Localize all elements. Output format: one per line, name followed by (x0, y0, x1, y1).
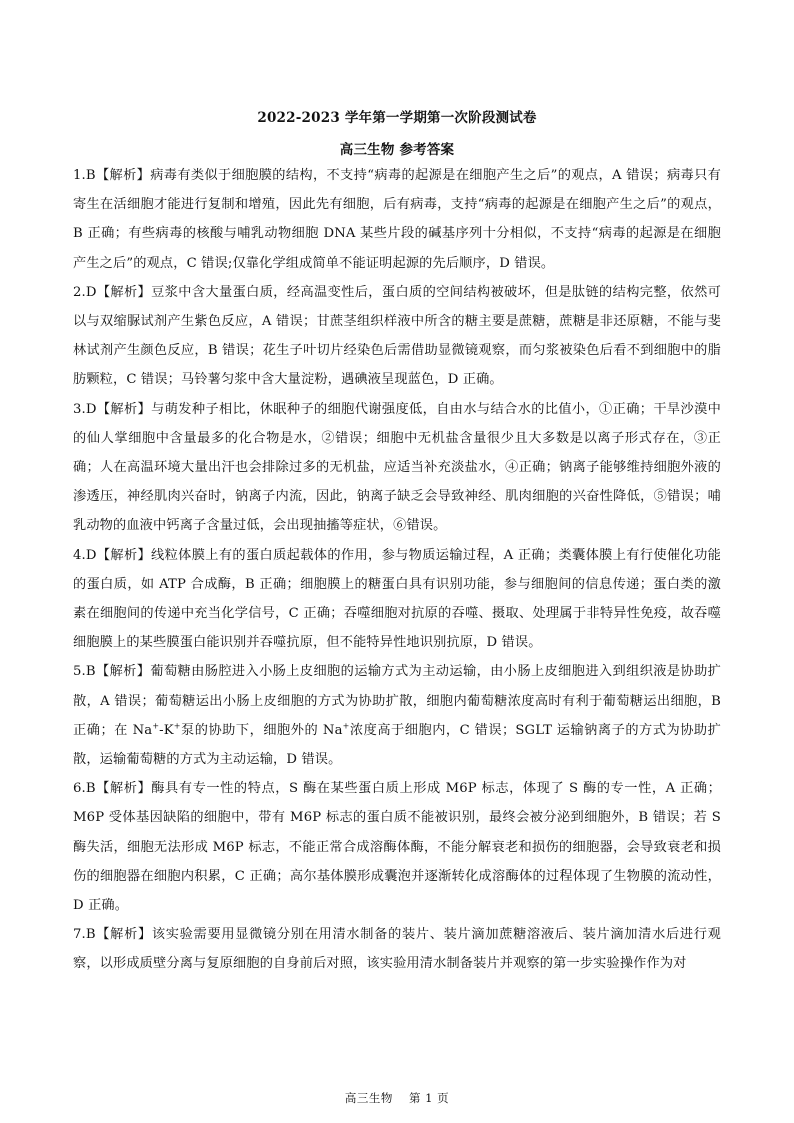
answer-list (73, 161, 721, 979)
superscript-plus: + (342, 721, 350, 731)
superscript-plus: + (152, 721, 160, 731)
answer-item-1: 1.B【解析】病毒有类似于细胞膜的结构，不支持“病毒的起源是在细胞产生之后”的观点，A 错误；病毒只有寄生在活细胞才能进行复制和增殖，因此先有细胞，后有病毒，支持“病毒的起源是在细胞产生之后”的观点，B 正确；有些病毒的核酸与哺乳动物细胞 DNA 某些片段的碱基序列十分相似，不支持“病毒的起源是在细胞产生之后”的观点，C 错误;仅靠化学组成简单不能证明起源的先后顺序，D 错误。 (73, 168, 721, 271)
answer-5-part-d: 浓度高于细胞内，C 错误；SGLT 运输钠离子的方式为协助扩散，运输葡萄糖的方式为主动运输，D 错误。 (73, 722, 721, 768)
page-footer (0, 1090, 794, 1106)
document-title: 2022-2023 学年第一学期第一次阶段测试卷 (257, 110, 537, 126)
answer-item-6: 6.B【解析】酶具有专一性的特点，S 酶在某些蛋白质上形成 M6P 标志，体现了 S 酶的专一性，A 正确；M6P 受体基因缺陷的细胞中，带有 M6P 标志的蛋白质不能被识别，最终会被分泌到细胞外，B 错误；若 S 酶失活，细胞无法形成 M6P 标志，不能正常合成溶酶体酶，不能分解衰老和损伤的细胞器，会导致衰老和损伤的细胞器在细胞内积累，C 正确；高尔基体膜形成囊泡并逐渐转化成溶酶体的过程体现了生物膜的流动性，D 正确。 (73, 781, 721, 914)
answer-item-4: 4.D【解析】线粒体膜上有的蛋白质起载体的作用，参与物质运输过程，A 正确；类囊体膜上有行使催化功能的蛋白质，如 ATP 合成酶，B 正确；细胞膜上的糖蛋白具有识别功能，参与细胞间的信息传递；蛋白类的激素在细胞间的传递中充当化学信号，C 正确；吞噬细胞对抗原的吞噬、摄取、处理属于非特异性免疫，故吞噬细胞膜上的某些膜蛋白能识别并吞噬抗原，但不能特异性地识别抗原，D 错误。 (73, 547, 721, 651)
answer-item-7: 7.B【解析】该实验需要用显微镜分别在用清水制备的装片、装片滴加蔗糖溶液后、装片滴加清水后进行观察，以形成质壁分离与复原细胞的自身前后对照，该实验用清水制备装片并观察的第一步实验操作作为对 (73, 927, 721, 972)
document-subtitle: 高三生物 参考答案 (339, 142, 455, 158)
footer-subject: 高三生物 (344, 1091, 393, 1105)
answer-item-2: 2.D【解析】豆浆中含大量蛋白质，经高温变性后，蛋白质的空间结构被破坏，但是肽链的结构完整，依然可以与双缩脲试剂产生紫色反应，A 错误；甘蔗茎组织样液中所含的糖主要是蔗糖，蔗糖是非还原糖，不能与斐林试剂产生颜色反应，B 错误；花生子叶切片经染色后需借助显微镜观察，而匀浆被染色后看不到细胞中的脂肪颗粒，C 错误；马铃薯匀浆中含大量淀粉，遇碘液呈现蓝色，D 正确。 (73, 284, 721, 388)
answer-5-part-a: 5.B【解析】葡萄糖由肠腔进入小肠上皮细胞的运输方式为主动运输，由小肠上皮细胞进入到组织液是协助扩散，A 错误；葡萄糖运出小肠上皮细胞的方式为协助扩散，细胞内葡萄糖浓度高时有利于葡萄糖运出细胞，B 正确；在 Na (73, 664, 721, 738)
footer-page-number: 第 1 页 (409, 1091, 450, 1105)
answer-item-5 (73, 657, 721, 774)
answer-5-part-c: 泵的协助下，细胞外的 Na (180, 722, 343, 738)
superscript-plus: + (173, 721, 181, 731)
answer-5-part-b: -K (159, 722, 174, 738)
answer-item-3: 3.D【解析】与萌发种子相比，休眠种子的细胞代谢强度低，自由水与结合水的比值小，①正确；干旱沙漠中的仙人掌细胞中含量最多的化合物是水，②错误；细胞中无机盐含量很少且大多数是以离子形式存在，③正确；人在高温环境大量出汗也会排除过多的无机盐，应适当补充淡盐水，④正确；钠离子能够维持细胞外液的渗透压，神经肌肉兴奋时，钠离子内流，因此，钠离子缺乏会导致神经、肌肉细胞的兴奋性降低，⑤错误；哺乳动物的血液中钙离子含量过低，会出现抽搐等症状，⑥错误。 (73, 401, 721, 534)
